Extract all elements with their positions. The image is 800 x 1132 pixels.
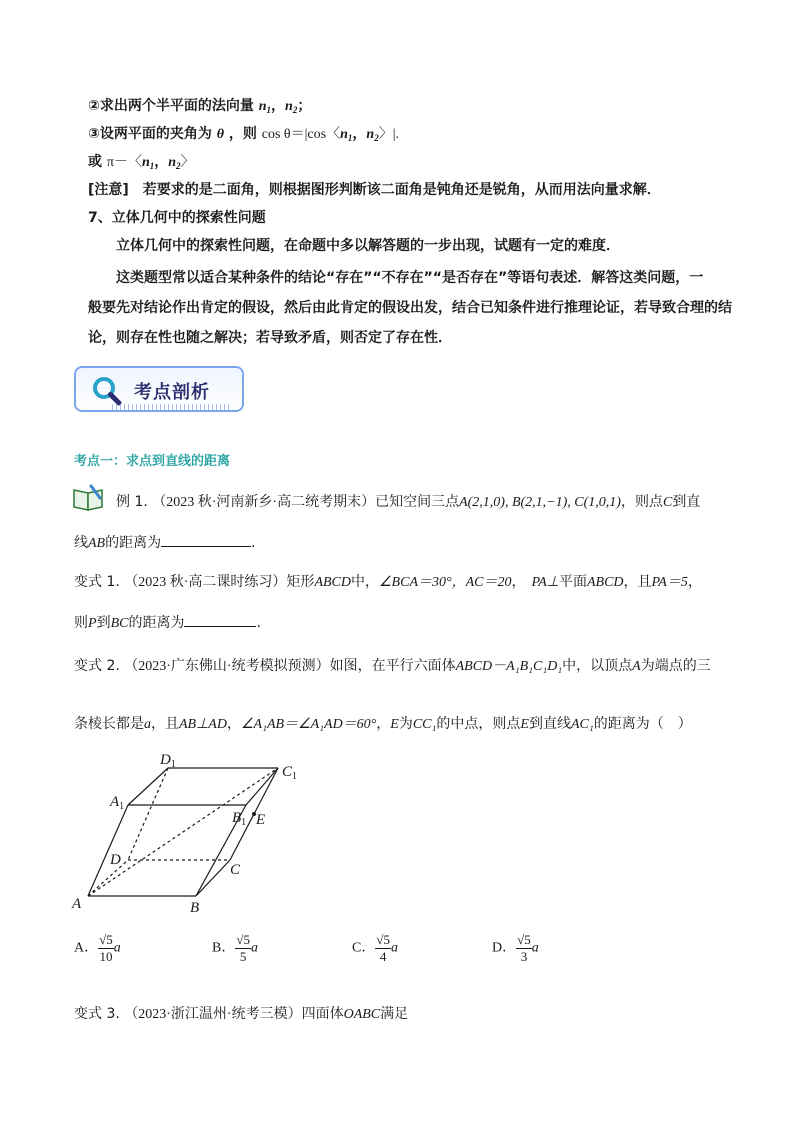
pa-length: PA＝5 bbox=[651, 575, 688, 590]
n2-symbol: $n_2$ bbox=[366, 127, 379, 143]
n1-symbol: $n_1$ bbox=[340, 127, 353, 143]
variant-source: （2023·浙江温州·统考三模）四面体 bbox=[124, 1007, 344, 1022]
choice-letter: B． bbox=[212, 940, 236, 956]
line-bc: BC bbox=[110, 616, 129, 631]
text: 平面 bbox=[558, 574, 587, 590]
pi-formula: π－〈 bbox=[106, 155, 142, 170]
variant-label: 变式 1. bbox=[74, 574, 120, 590]
variant-source: （2023·广东佛山·统考模拟预测）如图，在平行六面体 bbox=[124, 659, 456, 674]
or-line bbox=[88, 152, 195, 176]
example-source: （2023 秋·河南新乡·高二统考期末）已知空间三点 bbox=[152, 495, 460, 510]
n1-symbol: $n_1$ bbox=[141, 155, 155, 171]
label-b1: $B_1$ bbox=[232, 810, 247, 828]
formula-end: 〉 bbox=[180, 155, 195, 170]
point-p: P bbox=[88, 616, 97, 631]
text: 的中点，则点 bbox=[436, 716, 521, 732]
book-pencil-icon bbox=[72, 482, 106, 512]
separator: ， bbox=[226, 716, 241, 732]
label-c: C bbox=[230, 862, 241, 878]
search-icon bbox=[92, 376, 122, 406]
text: 条棱长都是 bbox=[74, 716, 144, 732]
period: . bbox=[251, 535, 256, 551]
var-a: a bbox=[113, 940, 121, 956]
label-a: A bbox=[72, 896, 82, 912]
note-line: [注意] 若要求的是二面角，则根据图形判断该二面角是钝角还是锐角，从而用法向量求解． bbox=[88, 182, 661, 198]
parallelepiped-figure bbox=[60, 750, 310, 920]
text: 到直线 bbox=[528, 716, 571, 732]
edge-cc1: CC₁ bbox=[412, 717, 437, 732]
badge-title: 考点剖析 bbox=[134, 382, 210, 403]
variant-label: 变式 2. bbox=[74, 658, 120, 674]
variant1-line1 bbox=[74, 572, 702, 593]
angle-formula: ∠A₁AB＝∠A₁AD＝60° bbox=[240, 717, 377, 732]
pa-perp: PA⊥ bbox=[531, 575, 559, 590]
label-e: E bbox=[256, 812, 266, 828]
theta-symbol: θ bbox=[216, 127, 225, 142]
para2-line3: 论，则存在性也随之解决；若导致矛盾，则否定了存在性． bbox=[88, 330, 452, 346]
condition-formula: ∠BCA＝30°，AC＝20 bbox=[379, 575, 512, 590]
end-mark: ； bbox=[297, 98, 312, 114]
text: 中，以顶点 bbox=[562, 658, 633, 674]
text: 中， bbox=[351, 574, 379, 590]
badge-underline-decoration bbox=[112, 404, 232, 410]
answer-blank[interactable] bbox=[161, 532, 251, 547]
kaodian-heading: 考点一：求点到直线的距离 bbox=[74, 454, 231, 469]
label-c1: $C_1$ bbox=[282, 764, 298, 782]
text: 为 bbox=[398, 716, 413, 732]
n2-symbol: $n_2$ bbox=[285, 99, 298, 115]
text: 为端点的三 bbox=[640, 658, 711, 674]
or-text: 或 bbox=[88, 154, 102, 170]
n1-symbol: $n_1$ bbox=[258, 99, 272, 115]
line-ab: AB bbox=[88, 536, 106, 551]
para1: 立体几何中的探索性问题，在命题中多以解答题的一步出现，试题有一定的难度． bbox=[116, 238, 620, 254]
step3-text: ③设两平面的夹角为 bbox=[88, 126, 212, 142]
separator: ， bbox=[511, 574, 526, 590]
choice-letter: A． bbox=[74, 940, 99, 956]
edge-d1a1 bbox=[128, 768, 168, 805]
var-a: a bbox=[144, 717, 151, 732]
var-a: a bbox=[531, 940, 539, 956]
variant1-line2 bbox=[74, 612, 261, 634]
choice-letter: C． bbox=[352, 940, 376, 956]
period: . bbox=[256, 615, 261, 631]
choice-d[interactable] bbox=[492, 932, 539, 965]
example-mid: ，则点 bbox=[620, 494, 663, 510]
text: 的距离为 bbox=[105, 535, 162, 551]
var-a: a bbox=[390, 940, 398, 956]
text: 到 bbox=[96, 615, 111, 631]
cos-formula: cos θ＝|cos〈 bbox=[261, 127, 341, 142]
variant-source: （2023 秋·高二课时练习）矩形 bbox=[124, 575, 315, 590]
point-a: A bbox=[632, 659, 641, 674]
edge-d1d bbox=[128, 768, 168, 860]
point-e: E bbox=[390, 717, 399, 732]
text: ，且 bbox=[151, 716, 179, 732]
separator: ， bbox=[271, 98, 286, 114]
choice-a[interactable] bbox=[74, 932, 121, 965]
step3-mid: ，则 bbox=[228, 126, 257, 142]
variant2-line2 bbox=[74, 714, 692, 735]
rect-abcd: ABCD bbox=[314, 575, 351, 590]
line-ac1: AC₁ bbox=[570, 717, 594, 732]
variant2-line1 bbox=[74, 656, 711, 677]
point-c: C bbox=[662, 495, 673, 510]
example1-line1 bbox=[116, 492, 700, 513]
text: ，且 bbox=[623, 574, 652, 590]
variant-label: 变式 3. bbox=[74, 1006, 120, 1022]
text: 则 bbox=[74, 615, 88, 631]
n2-symbol: $n_2$ bbox=[168, 155, 181, 171]
label-b: B bbox=[190, 900, 200, 916]
choice-c[interactable] bbox=[352, 932, 398, 965]
separator: ， bbox=[376, 716, 391, 732]
step3-line bbox=[88, 124, 399, 148]
point-e: E bbox=[520, 717, 529, 732]
text: 满足 bbox=[380, 1006, 409, 1022]
label-a1: $A_1$ bbox=[110, 794, 125, 812]
fraction: $\frac{√5}{3}$ bbox=[517, 932, 531, 964]
section7-heading: 7、立体几何中的探索性问题 bbox=[88, 210, 266, 226]
fraction: $\frac{√5}{5}$ bbox=[236, 932, 250, 964]
formula-end: 〉|. bbox=[378, 127, 400, 142]
para2-line1: 这类题型常以适合某种条件的结论“存在”“不存在”“是否存在”等语句表述．解答这类问题，一 bbox=[116, 270, 704, 286]
example1-line2 bbox=[74, 532, 256, 554]
answer-blank[interactable] bbox=[184, 612, 256, 627]
step2-text: ②求出两个半平面的法向量 bbox=[88, 98, 254, 114]
para2-line2: 般要先对结论作出肯定的假设，然后由此肯定的假设出发，结合已知条件进行推理论证，若导致合理的结 bbox=[88, 300, 732, 316]
variant3-line1 bbox=[74, 1004, 408, 1025]
points-formula: A(2,1,0), B(2,1,−1), C(1,0,1) bbox=[459, 495, 621, 510]
text: 的距离为（ ） bbox=[593, 716, 692, 732]
label-d1: $D_1$ bbox=[160, 752, 176, 770]
step2-line bbox=[88, 96, 311, 120]
example-end: 到直 bbox=[672, 494, 701, 510]
text: 的距离为 bbox=[128, 615, 185, 631]
choice-b[interactable] bbox=[212, 932, 258, 965]
label-d: D bbox=[110, 852, 121, 868]
var-a: a bbox=[250, 940, 258, 956]
fraction: $\frac{√5}{4}$ bbox=[376, 932, 390, 964]
fraction: $\frac{√5}{10}$ bbox=[99, 932, 113, 964]
separator: ， bbox=[687, 574, 702, 590]
solid-name: ABCD－A₁B₁C₁D₁ bbox=[455, 659, 563, 674]
edge-ad bbox=[88, 860, 128, 896]
separator: ， bbox=[352, 126, 367, 142]
choice-letter: D． bbox=[492, 940, 517, 956]
separator: ， bbox=[154, 154, 169, 170]
example-label: 例 1. bbox=[116, 494, 148, 510]
perp-formula: AB⊥AD bbox=[179, 717, 227, 732]
text: 线 bbox=[74, 535, 88, 551]
tetra-oabc: OABC bbox=[343, 1007, 381, 1022]
plane-abcd: ABCD bbox=[586, 575, 624, 590]
